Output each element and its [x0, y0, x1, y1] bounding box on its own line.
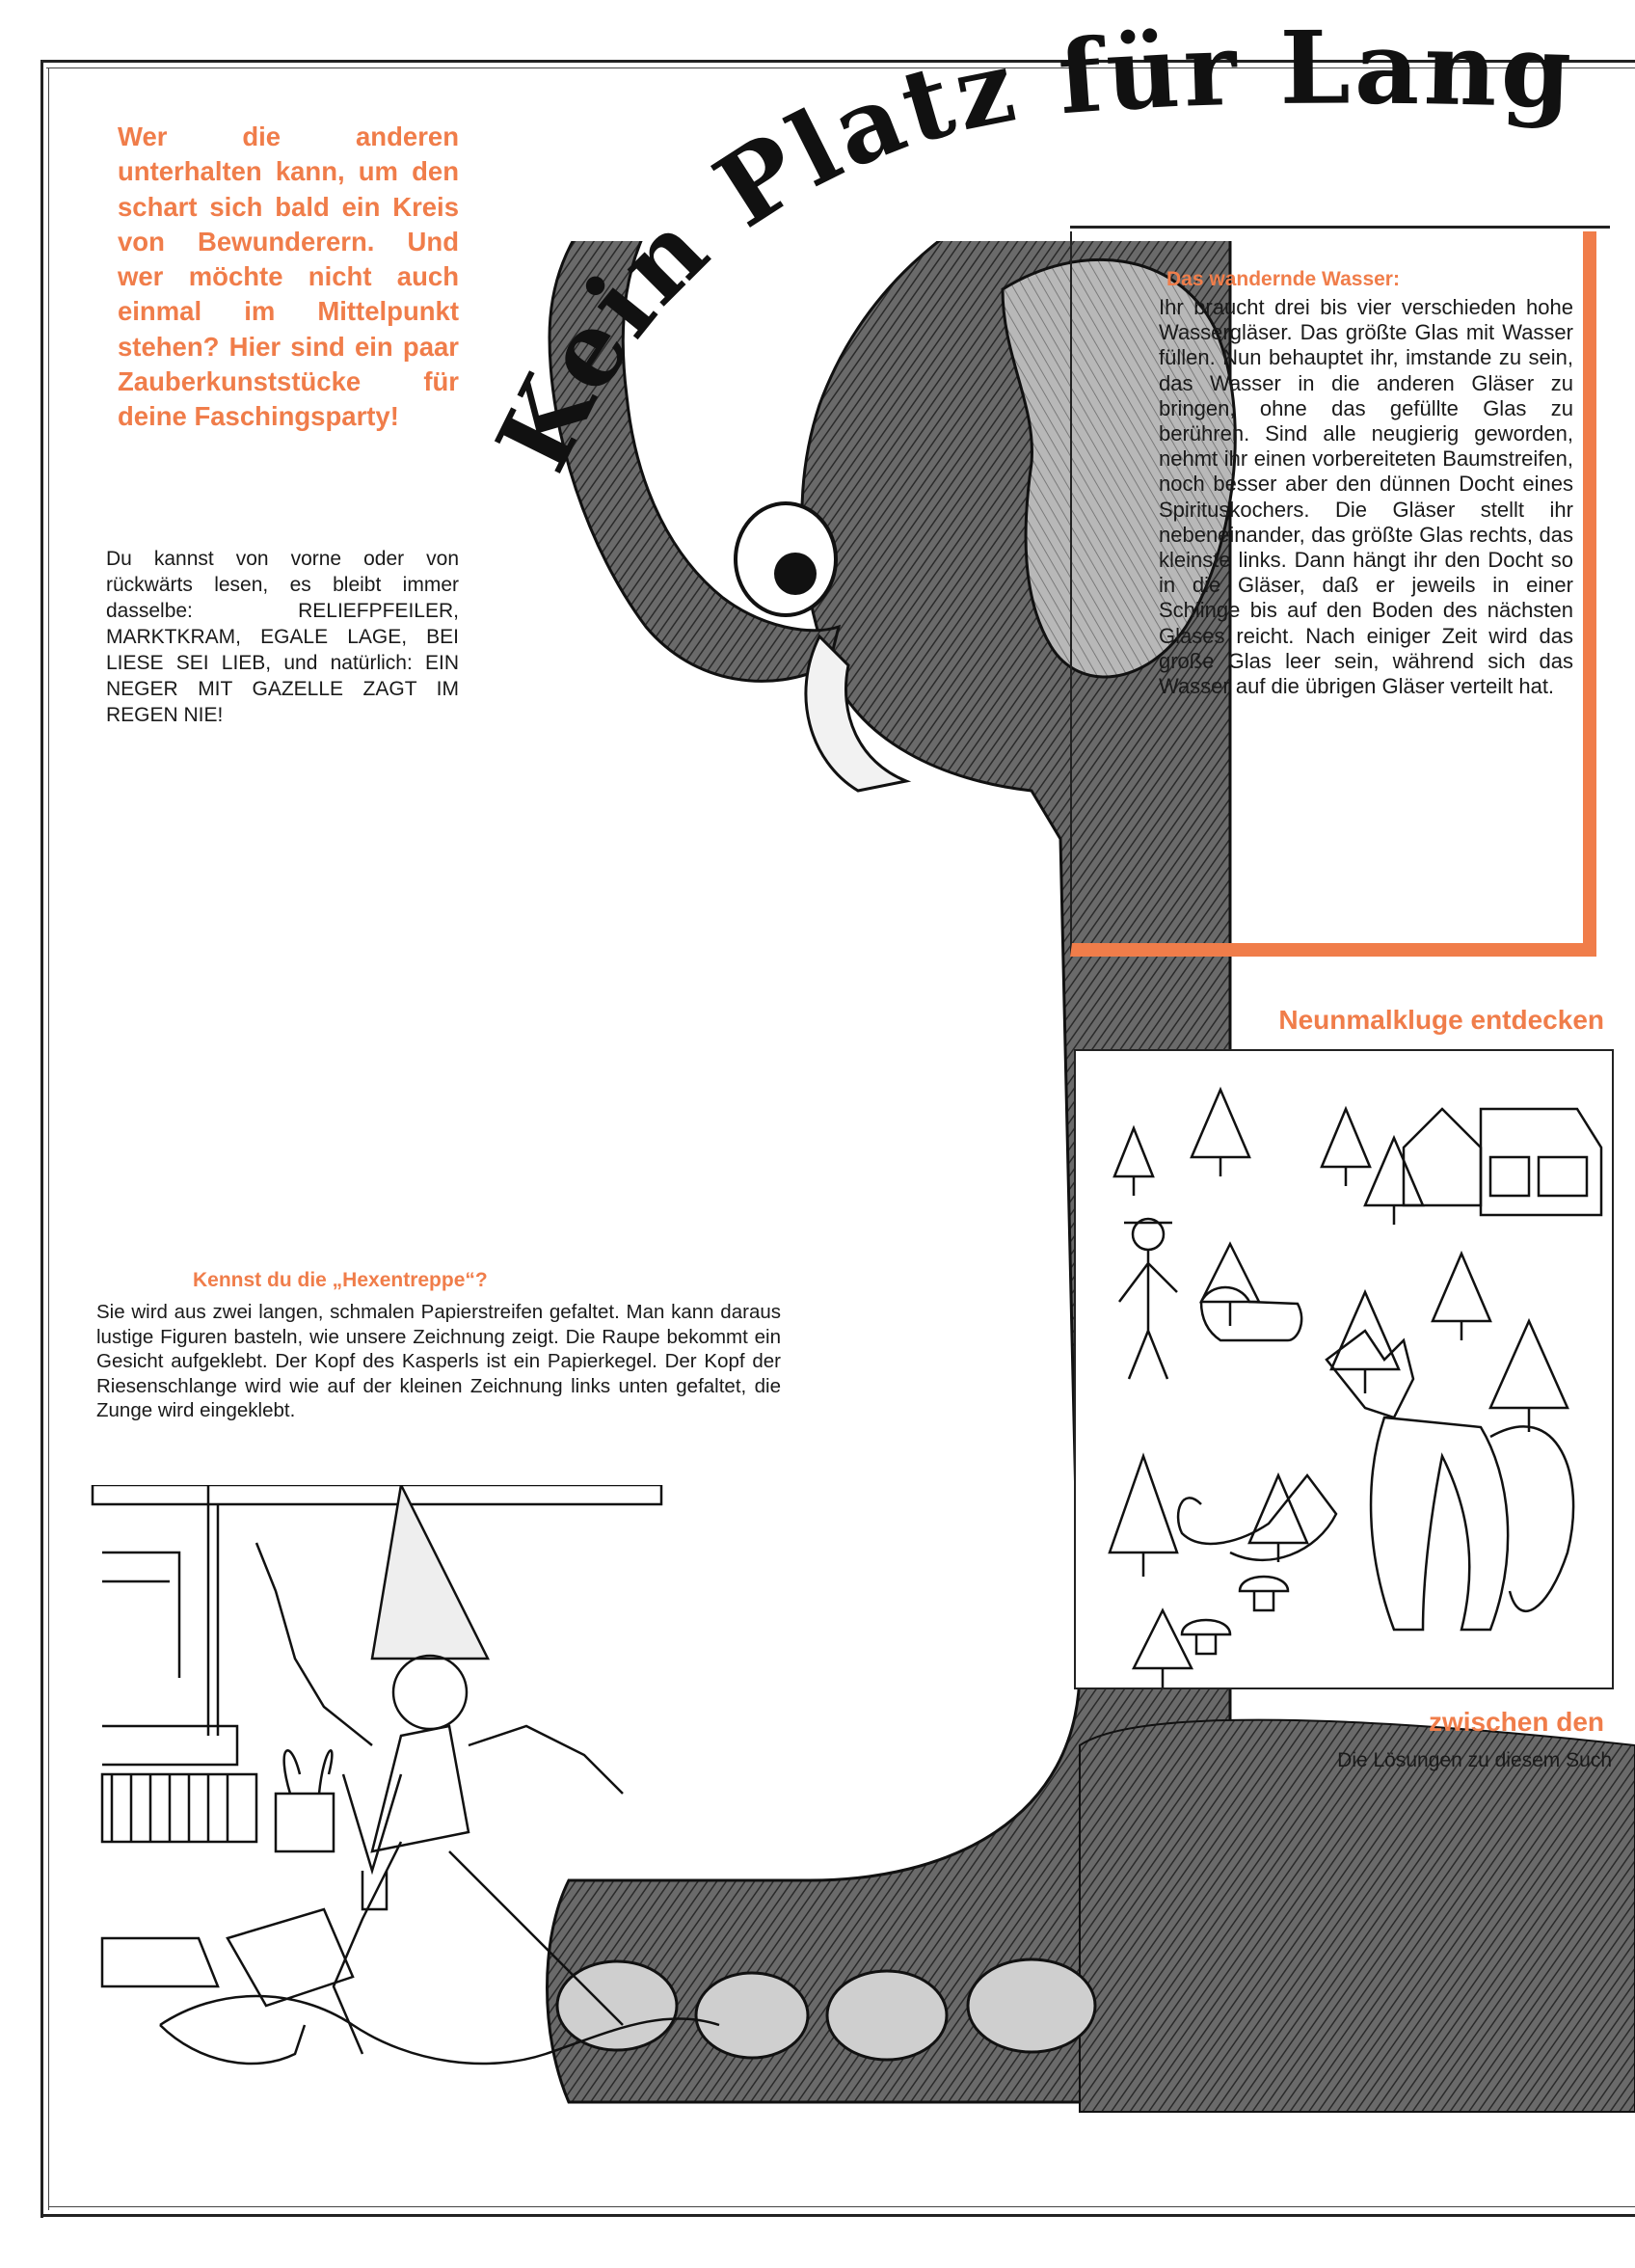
- wasser-body: Ihr braucht drei bis vier verschieden hohe Wassergläser. Das größte Glas mit Wasser füllen. Nun behauptet ihr, imstande zu sein, das Wasser in die anderen Gläser zu bringen, ohne das gefüllte Glas zu berühren. Sind alle neugierig geworden, nehmt ihr einen vorbereiteten Baumstreifen, noch besser aber den dünnen Docht eines Spirituskochers. Die Gläser stellt ihr nebeneinander, das größte Glas rechts, das kleinste links. Dann hängt ihr den Docht so in die Gläser, daß er jeweils in einer Schlinge bis auf den Boden des nächsten Glases reicht. Nach einiger Zeit wird das große Glas leer sein, während sich das Wasser auf die übrigen Gläser verteilt hat.: [1159, 295, 1573, 699]
- page-frame-bottom: [40, 2214, 1635, 2217]
- neunmal-heading: Neunmalkluge entdecken: [1278, 1005, 1604, 1035]
- page-frame-left: [40, 60, 43, 2218]
- neunmal-subheading: zwischen den: [1428, 1707, 1604, 1737]
- title-text: Kein Platz für Lang: [472, 8, 1577, 489]
- page-frame-left-inner: [48, 68, 49, 2210]
- search-puzzle-illustration: [1074, 1049, 1614, 1689]
- loesung-caption: Die Lösungen zu diesem Such: [1337, 1749, 1612, 1771]
- hexe-body: Sie wird aus zwei langen, schmalen Papierstreifen gefaltet. Man kann daraus lustige Figuren basteln, wie unsere Zeichnung zeigt. Die Raupe bekommt ein Gesicht aufgeklebt. Der Kopf des Kasperls ist ein Papierkegel. Der Kopf der Riesenschlange wird wie auf der kleinen Zeichnung links unten gefaltet, die Zunge wird eingeklebt.: [96, 1301, 781, 1421]
- puzzle-drawing: [1076, 1051, 1614, 1689]
- intro-text: Wer die anderen unterhalten kann, um den schart sich bald ein Kreis von Bewunderern. Und wer möchte nicht auch einmal im Mittelpunkt stehen? Hier sind ein paar Zauberkunststücke für deine Faschingsparty!: [118, 122, 459, 432]
- palindrome-text: Du kannst von vorne oder von rückwärts lesen, es bleibt immer dasselbe: RELIEFPFEILER, MARKTKRAM, EGALE LAGE, BEI LIESE SEI LIEB, und natürlich: EIN NEGER MIT GAZELLE ZAGT IM REGEN NIE!: [106, 548, 459, 726]
- wasser-title: Das wandernde Wasser:: [1166, 268, 1400, 290]
- hexe-title: Kennst du die „Hexentreppe“?: [193, 1269, 488, 1291]
- hexentreppe-illustration: [83, 1485, 777, 2112]
